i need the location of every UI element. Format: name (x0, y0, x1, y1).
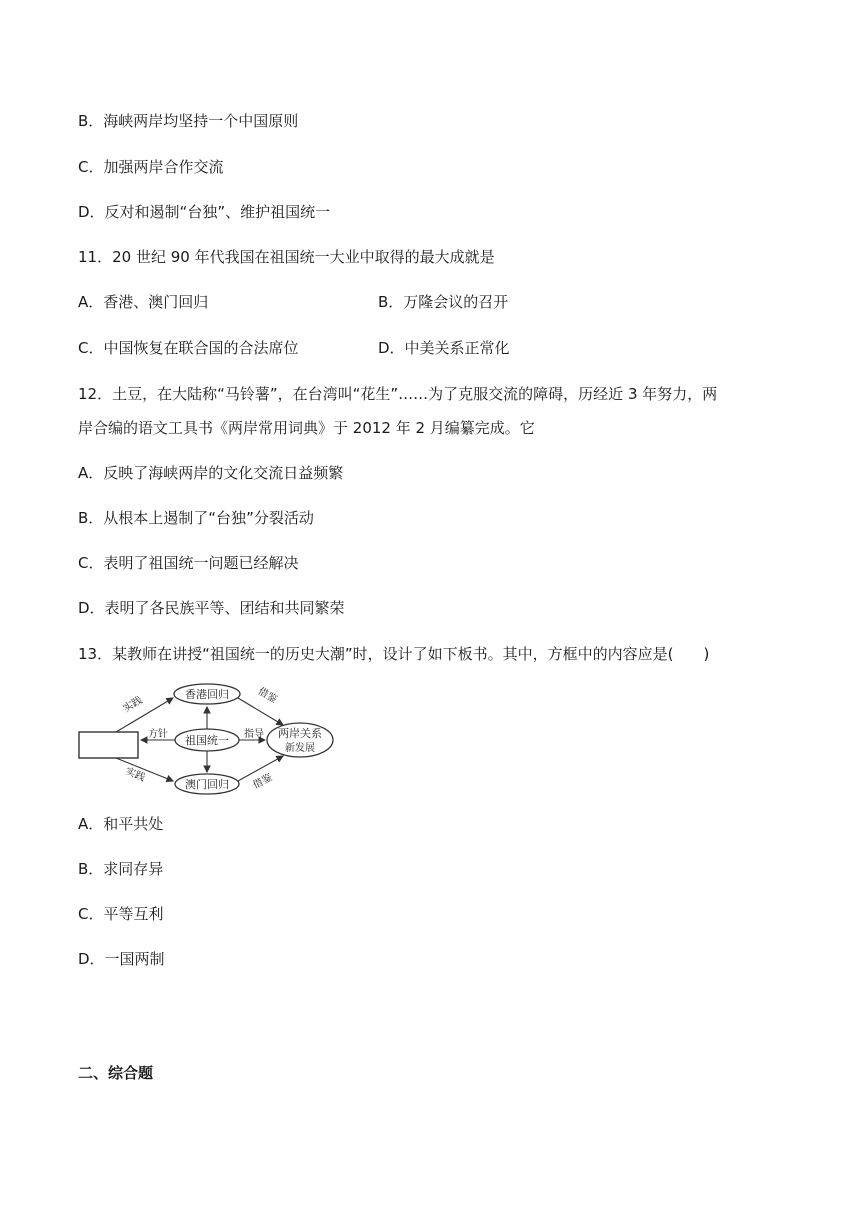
q12-option-a: A．反映了海峡两岸的文化交流日益频繁 (78, 464, 344, 482)
q11-stem: 11．20 世纪 90 年代我国在祖国统一大业中取得的最大成就是 (78, 248, 495, 266)
q10-option-c: C．加强两岸合作交流 (78, 158, 224, 176)
q13-diagram (76, 680, 336, 798)
node-cross-strait-label-2: 新发展 (285, 743, 315, 754)
node-hong-kong-label: 香港回归 (185, 688, 229, 701)
q13-option-c: C．平等互利 (78, 905, 164, 923)
edge-label-policy: 方针 (148, 729, 168, 740)
edge-label-reference-top: 借鉴 (255, 686, 279, 706)
answer-blank-box (79, 732, 138, 758)
q12-stem-line2: 岸合编的语文工具书《两岸常用词典》于 2012 年 2 月编纂完成。它 (78, 419, 535, 437)
edge-label-guide: 指导 (244, 729, 264, 740)
q13-option-d: D．一国两制 (78, 950, 165, 968)
edge-label-practice-top: 实践 (121, 695, 145, 715)
q11-option-c: C．中国恢复在联合国的合法席位 (78, 339, 299, 357)
section-heading: 二、综合题 (78, 1064, 154, 1082)
q12-option-b: B．从根本上遏制了“台独”分裂活动 (78, 509, 314, 527)
q12-option-d: D．表明了各民族平等、团结和共同繁荣 (78, 599, 345, 617)
q10-option-b: B．海峡两岸均坚持一个中国原则 (78, 112, 299, 130)
q11-option-a: A．香港、澳门回归 (78, 293, 209, 311)
q12-option-c: C．表明了祖国统一问题已经解决 (78, 554, 299, 572)
q10-option-d: D．反对和遏制“台独”、维护祖国统一 (78, 203, 331, 221)
q11-option-b: B．万隆会议的召开 (378, 293, 509, 311)
q13-stem: 13．某教师在讲授“祖国统一的历史大潮”时，设计了如下板书。其中，方框中的内容应是( ) (78, 645, 710, 663)
q12-stem-line1: 12．土豆，在大陆称“马铃薯”，在台湾叫“花生”……为了克服交流的障碍，历经近 3 年努力，两 (78, 385, 718, 403)
q11-option-d: D．中美关系正常化 (378, 339, 510, 357)
edge-label-practice-bottom: 实践 (123, 766, 147, 784)
q13-option-b: B．求同存异 (78, 860, 164, 878)
node-macau-label: 澳门回归 (185, 778, 229, 791)
node-cross-strait-label-1: 两岸关系 (278, 727, 322, 740)
edge-label-reference-bottom: 借鉴 (251, 772, 275, 792)
q13-option-a: A．和平共处 (78, 815, 164, 833)
node-center-label: 祖国统一 (185, 734, 229, 747)
